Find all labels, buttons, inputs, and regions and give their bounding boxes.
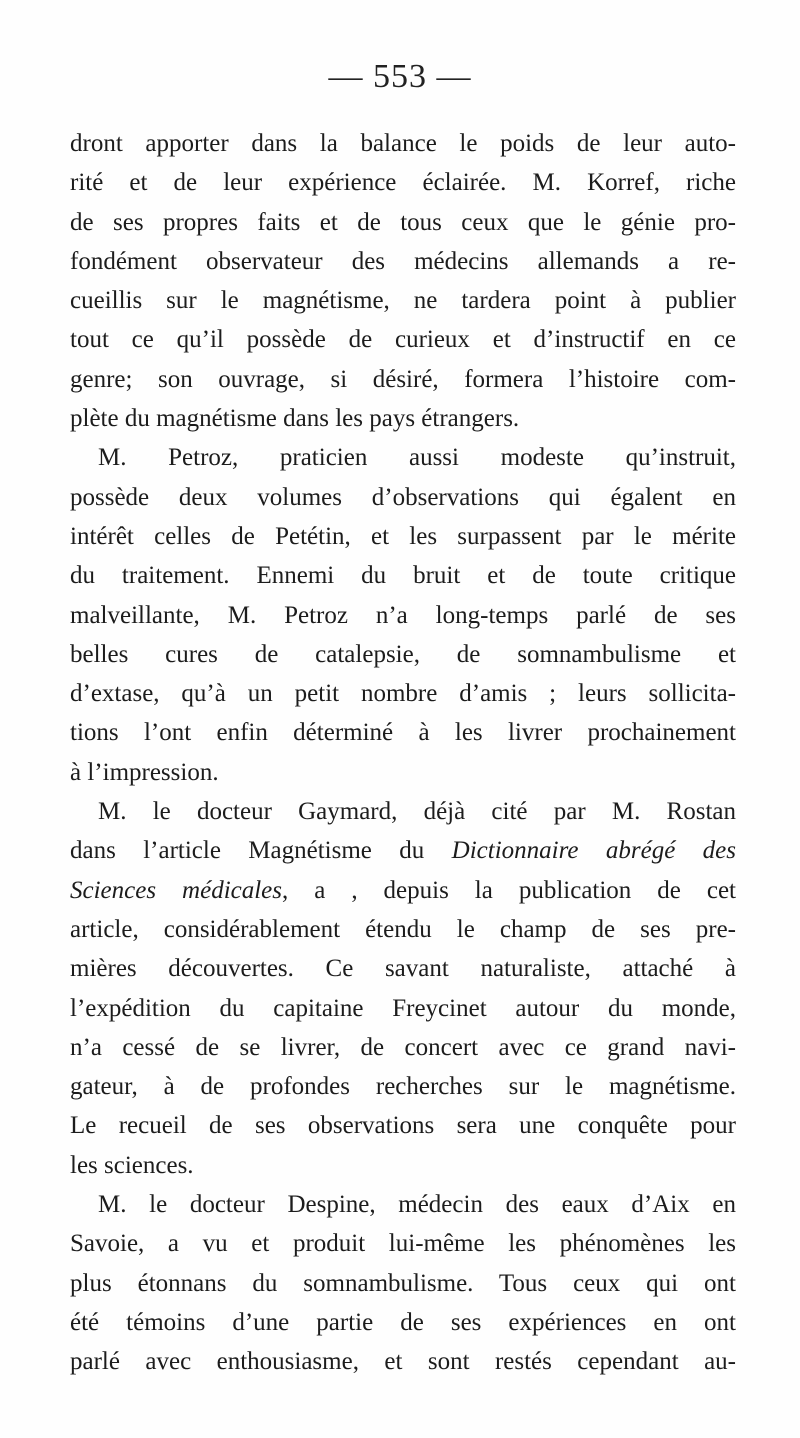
text-line: tions l’ont enfin déterminé à les livrer prochainement bbox=[70, 719, 736, 747]
page-number-header: — 553 — bbox=[328, 58, 472, 95]
text-line: Savoie, a vu et produit lui-même les phénomènes les bbox=[70, 1230, 736, 1258]
text-fragment: , a , depuis la publication de cet bbox=[282, 876, 736, 904]
text-line: dront apporter dans la balance le poids de leur auto- bbox=[70, 130, 736, 157]
text-line: fondément observateur des médecins allemands a re- bbox=[70, 247, 736, 275]
text-line: belles cures de catalepsie, de somnambulisme et bbox=[70, 640, 736, 668]
text-line: M. le docteur Gaymard, déjà cité par M. Rostan bbox=[98, 798, 736, 826]
text-line-with-title bbox=[70, 871, 736, 910]
text-line: gateur, à de profondes recherches sur le magnétisme. bbox=[70, 1073, 736, 1101]
text-line: cueillis sur le magnétisme, ne tardera point à publier bbox=[70, 287, 736, 315]
text-line: article, considérablement étendu le champ de ses pre- bbox=[70, 915, 736, 943]
text-line: intérêt celles de Petétin, et les surpassent par le mérite bbox=[70, 522, 736, 550]
text-line: l’expédition du capitaine Freycinet autour du monde, bbox=[70, 994, 736, 1022]
paragraph-1 bbox=[70, 124, 736, 438]
text-line: possède deux volumes d’observations qui égalent en bbox=[70, 483, 736, 511]
text-line: mières découvertes. Ce savant naturaliste, attaché à bbox=[70, 955, 736, 983]
text-line: d’extase, qu’à un petit nombre d’amis ; leurs sollicita- bbox=[70, 680, 736, 708]
text-line: à l’impression. bbox=[70, 758, 219, 786]
text-line: plète du magnétisme dans les pays étrangers. bbox=[70, 405, 520, 433]
text-line: les sciences. bbox=[70, 1151, 194, 1179]
text-line: parlé avec enthousiasme, et sont restés cependant au- bbox=[70, 1348, 736, 1376]
text-line: tout ce qu’il possède de curieux et d’instructif en ce bbox=[70, 326, 736, 354]
text-line: été témoins d’une partie de ses expériences en ont bbox=[70, 1308, 736, 1336]
paragraph-4 bbox=[70, 1185, 736, 1381]
text-line: de ses propres faits et de tous ceux que le génie pro- bbox=[70, 208, 736, 236]
paragraph-2 bbox=[70, 438, 736, 792]
text-line: du traitement. Ennemi du bruit et de toute critique bbox=[70, 562, 736, 590]
text-line: genre; son ouvrage, si désiré, formera l’histoire com- bbox=[70, 365, 736, 393]
text-line: M. le docteur Despine, médecin des eaux d’Aix en bbox=[98, 1191, 736, 1219]
italic-title: Dictionnaire abrégé des bbox=[451, 837, 736, 865]
body-text bbox=[70, 124, 736, 1382]
text-line: M. Petroz, praticien aussi modeste qu’instruit, bbox=[98, 444, 736, 472]
text-line: Le recueil de ses observations sera une conquête pour bbox=[70, 1112, 736, 1140]
text-line-with-title bbox=[70, 831, 736, 870]
text-line: malveillante, M. Petroz n’a long-temps parlé de ses bbox=[70, 601, 736, 629]
text-line: n’a cessé de se livrer, de concert avec ce grand navi- bbox=[70, 1033, 736, 1061]
text-line: rité et de leur expérience éclairée. M. Korref, riche bbox=[70, 169, 736, 197]
text-fragment: dans l’article Magnétisme du bbox=[70, 837, 452, 865]
paragraph-3 bbox=[70, 792, 736, 1185]
text-line: plus étonnans du somnambulisme. Tous ceux qui ont bbox=[70, 1269, 736, 1297]
italic-title: Sciences médicales bbox=[70, 876, 283, 904]
